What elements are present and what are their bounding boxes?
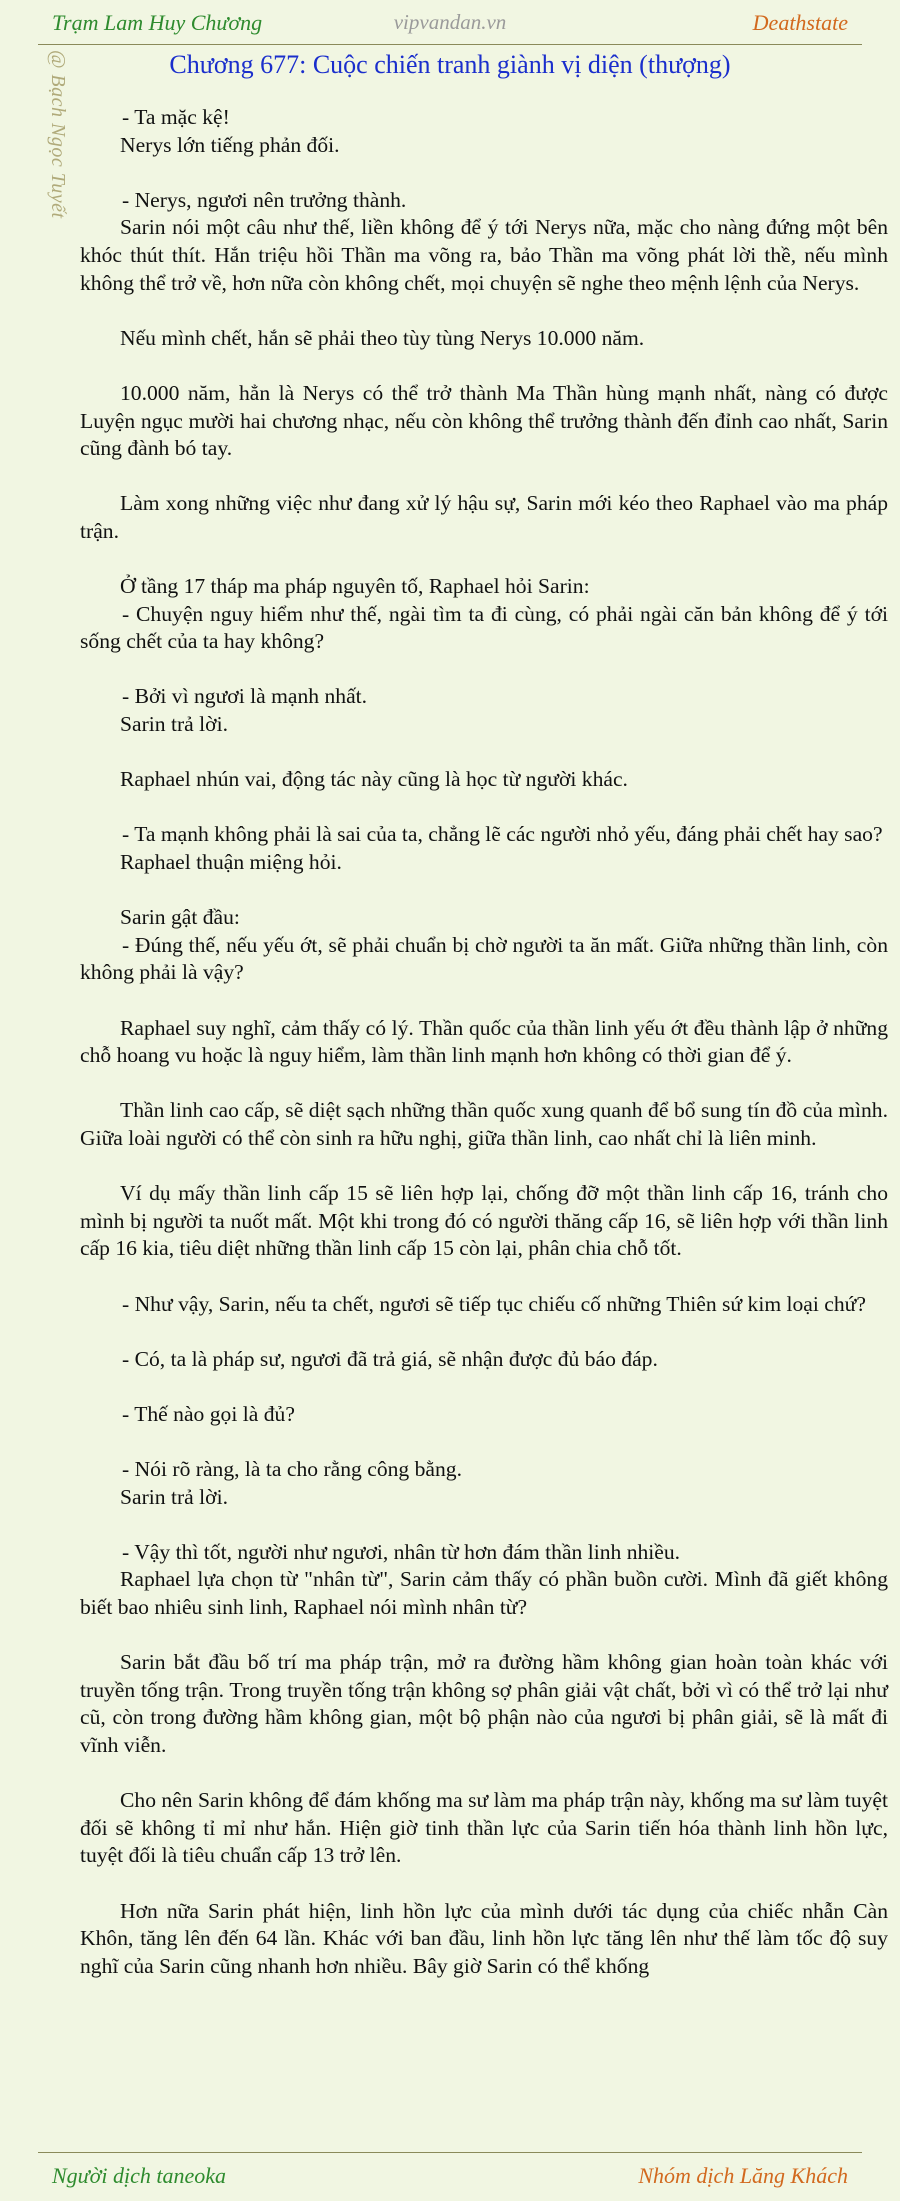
paragraph: Nerys lớn tiếng phản đối.	[120, 132, 340, 157]
paragraph: Sarin nói một câu như thế, liền không để ý tới Nerys nữa, mặc cho nàng đứng một bên khóc thút thít. Hắn triệu hồi Thần ma võng ra, bảo Thần ma võng phát lời thề, nếu mình không thể trở về, hơn nữa còn không chết, mọi chuyện sẽ nghe theo mệnh lệnh của Nerys.	[80, 215, 888, 295]
paragraph-gap	[80, 1153, 888, 1181]
paragraph-gap	[80, 656, 888, 684]
dialogue-line: - Đúng thế, nếu yếu ớt, sẽ phải chuẩn bị chờ người ta ăn mất. Giữa những thần linh, còn không phải là vậy?	[80, 932, 888, 985]
paragraph-gap	[80, 1070, 888, 1098]
paragraph-gap	[80, 159, 888, 187]
paragraph-gap	[80, 297, 888, 325]
dialogue-line: - Ta mặc kệ!	[122, 105, 230, 129]
paragraph: Nếu mình chết, hắn sẽ phải theo tùy tùng Nerys 10.000 năm.	[120, 325, 645, 350]
paragraph-gap	[80, 794, 888, 822]
paragraph: Ví dụ mấy thần linh cấp 15 sẽ liên hợp lại, chống đỡ một thần linh cấp 16, tránh cho mình bị người ta nuốt mất. Một khi trong đó có người thăng cấp 16, sẽ liên hợp với thần linh cấp 16 kia, tiêu diệt những thần linh cấp 15 còn lại, phân chia chỗ tốt.	[80, 1181, 888, 1261]
dialogue-line: - Thế nào gọi là đủ?	[122, 1401, 295, 1426]
paragraph: Hơn nữa Sarin phát hiện, linh hồn lực của mình dưới tác dụng của chiếc nhẫn Càn Khôn, tăng lên đến 64 lần. Khác với ban đầu, linh hồn lực tăng lên như thế làm tốc độ suy nghĩ của Sarin cũng nhanh hơn nhiều. Bây giờ Sarin có thể khống	[80, 1898, 888, 1978]
dialogue-line: - Bởi vì ngươi là mạnh nhất.	[122, 684, 368, 709]
paragraph: Raphael nhún vai, động tác này cũng là học từ người khác.	[120, 767, 628, 792]
dialogue-line: - Nói rõ ràng, là ta cho rằng công bằng.	[122, 1457, 462, 1482]
paragraph: Raphael lựa chọn từ "nhân từ", Sarin cảm thấy có phần buồn cười. Mình đã giết không biết bao nhiêu sinh linh, Raphael nói mình nhân từ?	[80, 1567, 888, 1620]
paragraph: 10.000 năm, hẳn là Nerys có thể trở thành Ma Thần hùng mạnh nhất, nàng có được Luyện ngục mười hai chương nhạc, nếu còn không thể trưởng thành đến đỉnh cao nhất, Sarin cũng đành bó tay.	[80, 380, 888, 461]
page-frame	[38, 0, 888, 2200]
header-author: Deathstate	[752, 10, 848, 35]
paragraph-gap	[80, 1511, 888, 1539]
paragraph-gap	[80, 1373, 888, 1401]
chapter-title: Chương 677: Cuộc chiến tranh giành vị diện (thượng)	[169, 50, 731, 79]
paragraph-gap	[80, 987, 888, 1015]
dialogue-line: - Chuyện nguy hiểm như thế, ngài tìm ta đi cùng, có phải ngài căn bản không để ý tới sống chết của ta hay không?	[80, 601, 888, 654]
dialogue-line: - Nerys, ngươi nên trưởng thành.	[122, 187, 407, 212]
paragraph: Sarin trả lời.	[120, 1484, 228, 1509]
paragraph: Thần linh cao cấp, sẽ diệt sạch những thần quốc xung quanh để bổ sung tín đồ của mình. Giữa loài người có thể còn sinh ra hữu nghị, giữa thần linh, cao nhất chỉ là liên minh.	[80, 1098, 888, 1150]
dialogue-line: - Như vậy, Sarin, nếu ta chết, ngươi sẽ tiếp tục chiếu cố những Thiên sứ kim loại chứ?	[122, 1291, 866, 1316]
header-url: vipvandan.vn	[393, 10, 507, 34]
dialogue-line: - Vậy thì tốt, người như ngươi, nhân từ hơn đám thần linh nhiều.	[122, 1539, 681, 1564]
paragraph-gap	[80, 1429, 888, 1457]
footer-group: Nhóm dịch Lăng Khách	[638, 2163, 848, 2188]
chapter-body	[80, 104, 888, 1980]
paragraph-gap	[80, 463, 888, 491]
paragraph: Sarin trả lời.	[120, 712, 228, 737]
paragraph-gap	[80, 877, 888, 905]
paragraph-gap	[80, 1870, 888, 1898]
page-footer	[38, 2152, 862, 2201]
paragraph-gap	[80, 1622, 888, 1650]
paragraph: Raphael suy nghĩ, cảm thấy có lý. Thần quốc của thần linh yếu ớt đều thành lập ở những chỗ hoang vu hoặc là nguy hiểm, làm thần linh mạnh hơn không có thời gian để ý.	[80, 1015, 888, 1068]
paragraph: Ở tầng 17 tháp ma pháp nguyên tố, Raphael hỏi Sarin:	[120, 574, 590, 599]
dialogue-line: - Có, ta là pháp sư, ngươi đã trả giá, sẽ nhận được đủ báo đáp.	[122, 1346, 658, 1371]
header-site-name: Trạm Lam Huy Chương	[52, 10, 263, 35]
paragraph: Cho nên Sarin không để đám khống ma sư làm ma pháp trận này, khống ma sư làm tuyệt đối sẽ không tỉ mỉ như hắn. Hiện giờ tinh thần lực của Sarin tiến hóa thành linh hồn lực, tuyệt đối là tiêu chuẩn cấp 13 trở lên.	[80, 1788, 888, 1868]
dialogue-line: - Ta mạnh không phải là sai của ta, chẳng lẽ các người nhỏ yếu, đáng phải chết hay sao?	[122, 822, 883, 847]
paragraph: Sarin gật đầu:	[120, 905, 240, 930]
footer-translator: Người dịch taneoka	[52, 2163, 227, 2188]
paragraph-gap	[80, 1263, 888, 1291]
paragraph: Raphael thuận miệng hỏi.	[120, 850, 342, 875]
paragraph-gap	[80, 1760, 888, 1788]
paragraph: Sarin bắt đầu bố trí ma pháp trận, mở ra đường hầm không gian hoàn toàn khác với truyền tống trận. Trong truyền tống trận không sợ phân giải vật chất, bởi vì có thể trở lại như cũ, còn trong đường hầm không gian, một bộ phận nào của ngươi bị phân giải, sẽ là mất đi vĩnh viễn.	[80, 1650, 888, 1758]
paragraph-gap	[80, 546, 888, 574]
paragraph-gap	[80, 739, 888, 767]
side-watermark: @ Bạch Ngọc Tuyết	[47, 50, 69, 219]
paragraph-gap	[80, 1318, 888, 1346]
paragraph-gap	[80, 352, 888, 380]
paragraph: Làm xong những việc như đang xử lý hậu sự, Sarin mới kéo theo Raphael vào ma pháp trận.	[80, 491, 888, 543]
page-header	[38, 0, 862, 45]
